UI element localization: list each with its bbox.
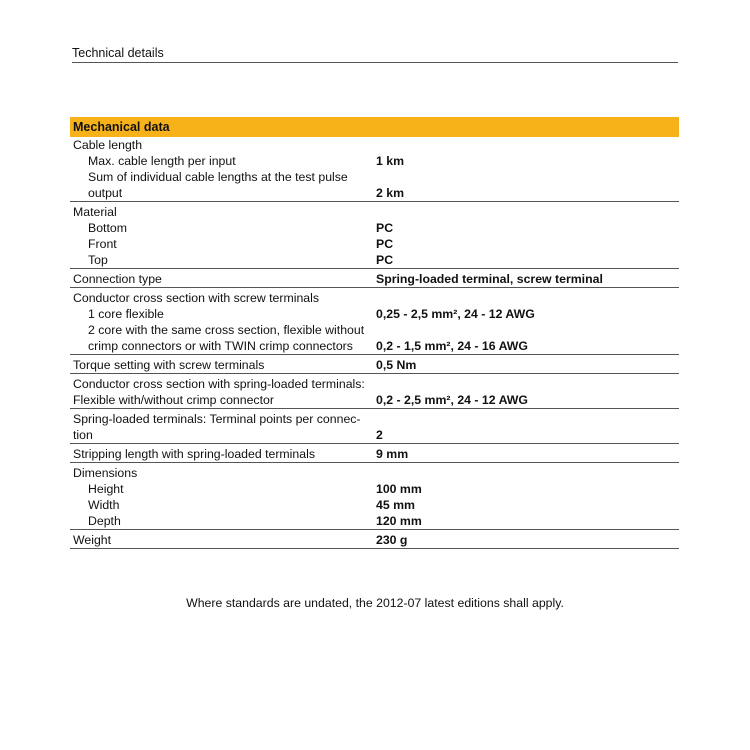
row-label: Torque setting with screw terminals — [73, 358, 265, 372]
row-label: Bottom — [88, 221, 127, 235]
table-row — [70, 271, 679, 288]
table-row — [70, 290, 679, 306]
row-label: Depth — [88, 514, 121, 528]
row-label: Top — [88, 253, 108, 267]
row-spacer — [70, 549, 679, 551]
row-label: Material — [73, 205, 117, 219]
table-row — [70, 169, 679, 202]
row-value: 2 — [376, 428, 383, 442]
row-label: Connection type — [73, 272, 162, 286]
table-row — [70, 306, 679, 322]
table-row — [70, 532, 679, 549]
row-label: Dimensions — [73, 466, 138, 480]
row-value: PC — [376, 237, 394, 251]
footnote: Where standards are undated, the 2012-07 latest editions shall apply. — [186, 596, 564, 610]
row-label: 1 core flexible — [88, 307, 164, 321]
table-row — [70, 322, 679, 355]
row-label: Stripping length with spring-loaded terminals — [73, 447, 315, 461]
row-value — [370, 290, 679, 306]
table-row — [70, 497, 679, 513]
table-row — [70, 411, 679, 444]
row-label: Max. cable length per input — [88, 154, 236, 168]
row-value: 2 km — [376, 186, 405, 200]
row-value: PC — [376, 253, 394, 267]
row-label: Height — [88, 482, 124, 496]
section-header: Mechanical data — [70, 117, 679, 137]
row-value: 1 km — [376, 154, 405, 168]
row-value: 0,2 - 2,5 mm², 24 - 12 AWG — [376, 393, 528, 407]
row-label: Spring-loaded terminals: Terminal points per connec-tion — [73, 412, 361, 442]
table-row — [70, 513, 679, 530]
row-value: 45 mm — [376, 498, 415, 512]
table-row — [70, 446, 679, 463]
page-title: Technical details — [72, 46, 678, 63]
table-row — [70, 204, 679, 220]
table-row — [70, 220, 679, 236]
row-value: 230 g — [376, 533, 408, 547]
row-value: 0,2 - 1,5 mm², 24 - 16 AWG — [376, 339, 528, 353]
row-label: Conductor cross section with screw terminals — [73, 291, 320, 305]
table-body — [70, 137, 679, 551]
table-row — [70, 465, 679, 481]
mechanical-data-table — [70, 117, 679, 551]
row-label: 2 core with the same cross section, flexible without crimp connectors or with TWIN crimp connectors — [88, 323, 365, 353]
table-row — [70, 137, 679, 153]
row-label: Cable length — [73, 138, 143, 152]
table-row — [70, 481, 679, 497]
row-value — [370, 137, 679, 153]
row-label: Sum of individual cable lengths at the test pulse output — [88, 170, 348, 200]
row-value: 100 mm — [376, 482, 422, 496]
row-value: 120 mm — [376, 514, 422, 528]
row-label: Width — [88, 498, 120, 512]
table-row — [70, 236, 679, 252]
row-value: 0,25 - 2,5 mm², 24 - 12 AWG — [376, 307, 535, 321]
row-value: PC — [376, 221, 394, 235]
table-row — [70, 376, 679, 409]
row-label: Front — [88, 237, 117, 251]
row-label: Conductor cross section with spring-loaded terminals: Flexible with/without crimp connector — [73, 377, 365, 407]
row-value: 9 mm — [376, 447, 409, 461]
row-value — [370, 465, 679, 481]
table-row — [70, 153, 679, 169]
table-row — [70, 357, 679, 374]
table-row — [70, 252, 679, 269]
row-label: Weight — [73, 533, 112, 547]
row-value: 0,5 Nm — [376, 358, 417, 372]
row-value: Spring-loaded terminal, screw terminal — [376, 272, 603, 286]
row-value — [370, 204, 679, 220]
